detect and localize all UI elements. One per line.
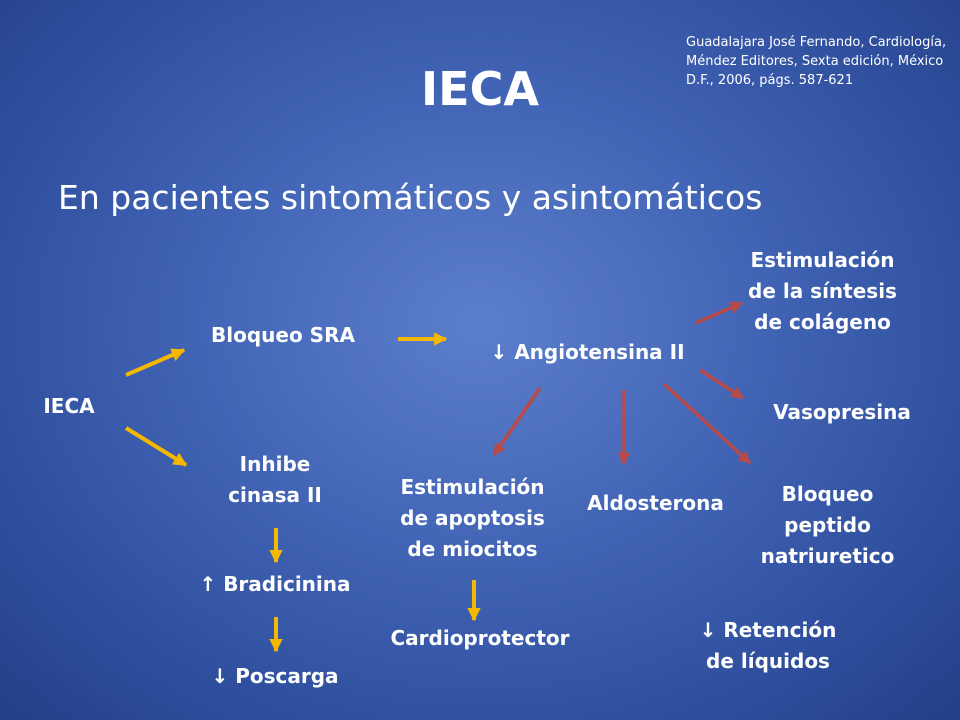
node-inhibe-cinasa: Inhibe cinasa II xyxy=(228,452,322,507)
arrow-ieca-to-cinasa xyxy=(126,428,186,465)
slide-title: IECA xyxy=(421,62,539,116)
node-vasopresina: Vasopresina xyxy=(773,400,911,424)
node-aldosterona: Aldosterona xyxy=(587,491,724,515)
node-colageno: Estimulación de la síntesis de colágeno xyxy=(748,248,897,334)
node-bradicinina: ↑ Bradicinina xyxy=(199,572,351,596)
node-ieca: IECA xyxy=(43,394,95,418)
arrow-angiotensina-to-vasopresina xyxy=(700,370,743,398)
slide-subtitle: En pacientes sintomáticos y asintomáticos xyxy=(58,178,763,217)
arrow-ieca-to-bloqueo xyxy=(126,350,184,375)
node-angiotensina-ii: ↓ Angiotensina II xyxy=(490,340,685,364)
node-cardioprotector: Cardioprotector xyxy=(390,626,570,650)
node-bloqueo-sra: Bloqueo SRA xyxy=(211,323,355,347)
citation-reference: Guadalajara José Fernando, Cardiología, Méndez Editores, Sexta edición, México D.F., 2006, págs. 587-621 xyxy=(686,35,947,88)
node-retencion-liquidos: ↓ Retención de líquidos xyxy=(699,618,837,673)
arrow-angiotensina-to-apoptosis xyxy=(494,388,540,455)
node-apoptosis: Estimulación de apoptosis de miocitos xyxy=(400,475,545,561)
node-peptido-natriuretico: Bloqueo peptido natriuretico xyxy=(760,482,895,568)
node-poscarga: ↓ Poscarga xyxy=(211,664,339,688)
